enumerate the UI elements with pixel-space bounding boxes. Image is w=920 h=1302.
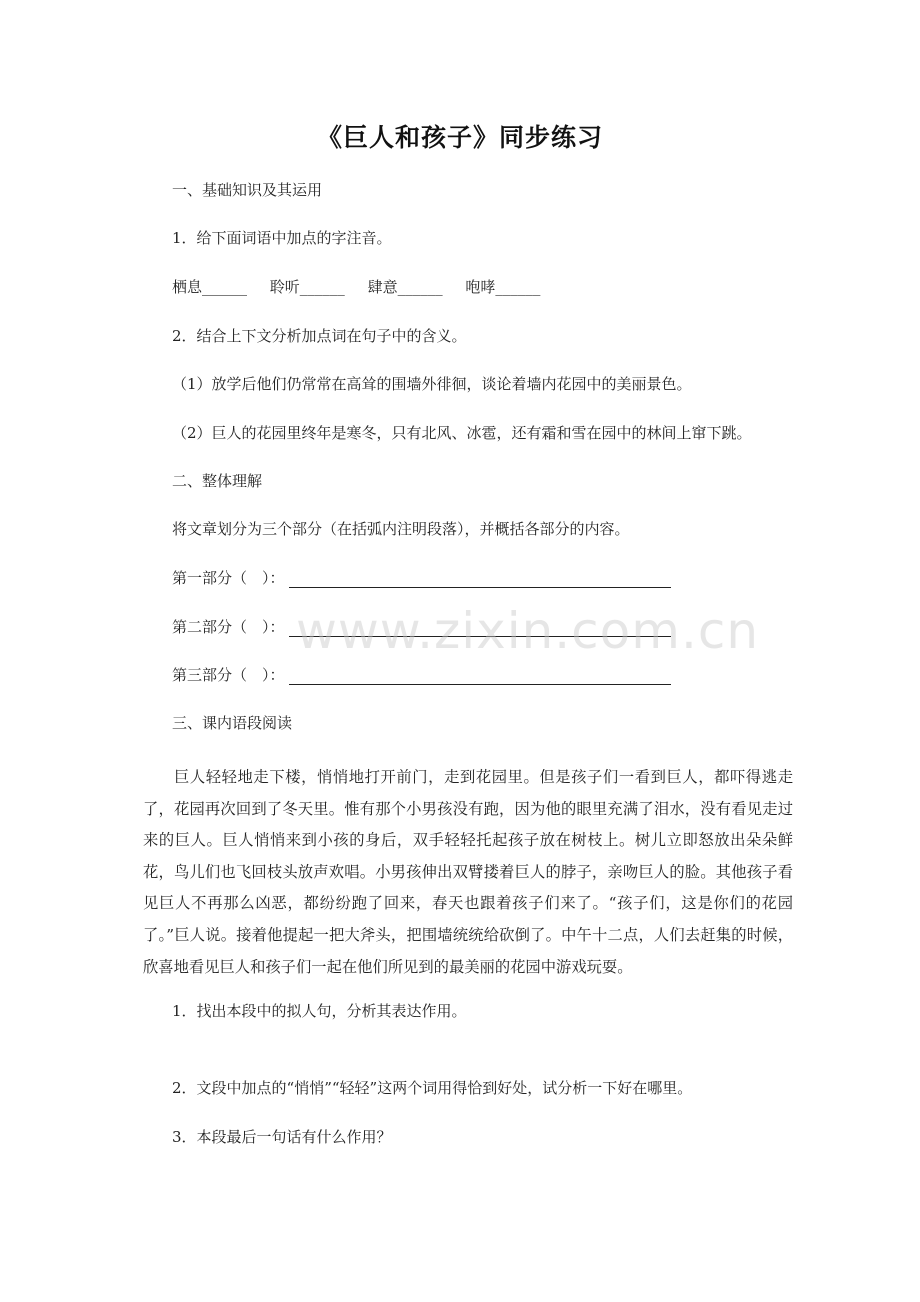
vocab-item: 聆听______	[269, 278, 345, 296]
section-1-heading: 一、基础知识及其运用	[172, 181, 323, 199]
vocab-item: 肆意______	[367, 278, 443, 296]
vocab-item: 咆哮______	[465, 278, 541, 296]
question-1-2: 2．结合上下文分析加点词在句子中的含义。	[172, 327, 467, 345]
vocab-item: 栖息______	[172, 278, 248, 296]
part-2-row	[172, 617, 671, 637]
document-title: 《巨人和孩子》同步练习	[316, 123, 603, 152]
section-2-heading: 二、整体理解	[172, 472, 263, 490]
part-label: 第一部分（ ）：	[172, 569, 285, 587]
part-label: 第三部分（ ）：	[172, 666, 285, 684]
question-1-2-sub-2: （2）巨人的花园里终年是寒冬，只有北风、冰雹，还有霜和雪在园中的林间上窜下跳。	[172, 424, 752, 442]
question-1-2-sub-1: （1）放学后他们仍常常在高耸的围墙外徘徊，谈论着墙内花园中的美丽景色。	[172, 375, 692, 393]
part-1-row	[172, 568, 671, 588]
section-3-heading: 三、课内语段阅读	[172, 714, 293, 732]
question-3-1: 1．找出本段中的拟人句，分析其表达作用。	[172, 1002, 467, 1020]
question-3-2: 2．文段中加点的“悄悄”“轻轻”这两个词用得恰到好处，试分析一下好在哪里。	[172, 1079, 693, 1097]
reading-passage: 巨人轻轻地走下楼，悄悄地打开前门，走到花园里。但是孩子们一看到巨人，都吓得逃走了，花园再次回到了冬天里。惟有那个小男孩没有跑，因为他的眼里充满了泪水，没有看见走过来的巨人。巨人悄悄来到小孩的身后，双手轻轻托起孩子放在树枝上。树儿立即怒放出朵朵鲜花，鸟儿们也飞回枝头放声欢唱。小男孩伸出双臂搂着巨人的脖子，亲吻巨人的脸。其他孩子看见巨人不再那么凶恶，都纷纷跑了回来，春天也跟着孩子们来了。“孩子们，这是你们的花园了。”巨人说。接着他提起一把大斧头，把围墙统统给砍倒了。中午十二点，人们去赶集的时候，欣喜地看见巨人和孩子们一起在他们所见到的最美丽的花园中游戏玩耍。	[143, 768, 793, 976]
question-1-1: 1．给下面词语中加点的字注音。	[172, 229, 392, 247]
answer-blank[interactable]	[289, 668, 671, 685]
question-3-3: 3．本段最后一句话有什么作用？	[172, 1128, 392, 1146]
vocab-row	[172, 277, 558, 297]
answer-blank[interactable]	[289, 620, 671, 637]
answer-blank[interactable]	[289, 571, 671, 588]
part-label: 第二部分（ ）：	[172, 618, 285, 636]
section-2-instruction: 将文章划分为三个部分（在括弧内注明段落），并概括各部分的内容。	[172, 520, 630, 538]
part-3-row	[172, 665, 671, 685]
watermark: www.zixin.com.cn	[296, 602, 760, 660]
